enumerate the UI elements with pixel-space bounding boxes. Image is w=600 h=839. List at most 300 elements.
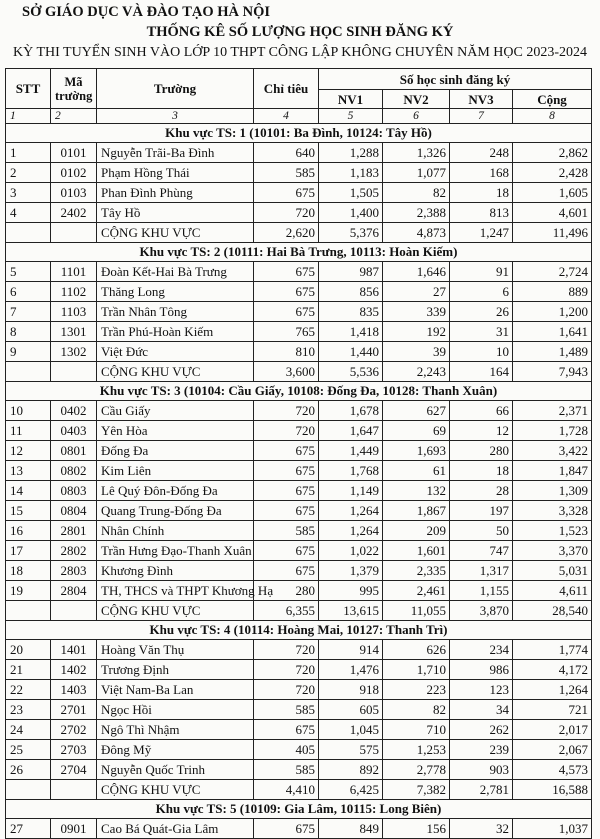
- cell-chi-tieu: 585: [254, 760, 319, 780]
- cell-ma-truong: 2801: [51, 521, 97, 541]
- cell-nv2: 2,461: [383, 581, 450, 601]
- cell-truong: Cao Bá Quát-Gia Lâm: [97, 819, 254, 839]
- table-row: [6, 421, 592, 441]
- table-row: [6, 481, 592, 501]
- cell-nv1: 1,149: [319, 481, 383, 501]
- cell-ma-truong: 0102: [51, 163, 97, 183]
- header-cong: Cộng: [513, 90, 592, 109]
- table-row: [6, 720, 592, 740]
- cell-cong: 3,422: [513, 441, 592, 461]
- cell-nv2: 209: [383, 521, 450, 541]
- cell-total-cong: 7,943: [513, 362, 592, 382]
- cell-chi-tieu: 720: [254, 660, 319, 680]
- cell-empty: [6, 223, 51, 243]
- cell-truong: Việt Đức: [97, 342, 254, 362]
- table-row: [6, 342, 592, 362]
- cell-cong: 3,370: [513, 541, 592, 561]
- table-row: [6, 302, 592, 322]
- cell-empty: [51, 362, 97, 382]
- cell-nv3: 239: [450, 740, 513, 760]
- cell-nv1: 575: [319, 740, 383, 760]
- cell-nv1: 1,449: [319, 441, 383, 461]
- cell-nv3: 280: [450, 441, 513, 461]
- cell-ma-truong: 2802: [51, 541, 97, 561]
- cell-ma-truong: 0802: [51, 461, 97, 481]
- cell-cong: 2,862: [513, 143, 592, 163]
- cell-nv2: 710: [383, 720, 450, 740]
- cell-nv1: 918: [319, 680, 383, 700]
- cell-truong: Việt Nam-Ba Lan: [97, 680, 254, 700]
- cell-chi-tieu: 675: [254, 302, 319, 322]
- cell-cong: 2,428: [513, 163, 592, 183]
- table-row: [6, 740, 592, 760]
- cell-truong: Phan Đình Phùng: [97, 183, 254, 203]
- column-index: 7: [450, 109, 513, 124]
- cell-nv3: 26: [450, 302, 513, 322]
- cell-nv3: 10: [450, 342, 513, 362]
- cell-chi-tieu: 675: [254, 541, 319, 561]
- cell-stt: 26: [6, 760, 51, 780]
- cell-ma-truong: 0901: [51, 819, 97, 839]
- cell-nv1: 1,264: [319, 501, 383, 521]
- cell-truong: Đoàn Kết-Hai Bà Trưng: [97, 262, 254, 282]
- cell-nv3: 18: [450, 461, 513, 481]
- cell-total-nv2: 2,243: [383, 362, 450, 382]
- cell-chi-tieu: 585: [254, 700, 319, 720]
- cell-stt: 11: [6, 421, 51, 441]
- cell-nv1: 849: [319, 819, 383, 839]
- region-header-row: [6, 124, 592, 143]
- cell-nv3: 66: [450, 401, 513, 421]
- cell-total-nv2: 11,055: [383, 601, 450, 621]
- cell-stt: 12: [6, 441, 51, 461]
- region-header-row: [6, 800, 592, 819]
- cell-truong: Thăng Long: [97, 282, 254, 302]
- cell-nv1: 914: [319, 640, 383, 660]
- cell-nv2: 39: [383, 342, 450, 362]
- table-row: [6, 163, 592, 183]
- cell-truong: Lê Quý Đôn-Đống Đa: [97, 481, 254, 501]
- cell-chi-tieu: 280: [254, 581, 319, 601]
- cell-nv1: 987: [319, 262, 383, 282]
- header-nv2: NV2: [383, 90, 450, 109]
- header-nv3: NV3: [450, 90, 513, 109]
- cell-chi-tieu: 675: [254, 561, 319, 581]
- table-row: [6, 819, 592, 839]
- table-row: [6, 322, 592, 342]
- column-index: 1: [6, 109, 51, 124]
- cell-truong: Trần Nhân Tông: [97, 302, 254, 322]
- table-body: [6, 124, 592, 839]
- table-row: [6, 640, 592, 660]
- cell-nv3: 168: [450, 163, 513, 183]
- cell-ma-truong: 2803: [51, 561, 97, 581]
- cell-cong: 2,017: [513, 720, 592, 740]
- cell-cong: 4,601: [513, 203, 592, 223]
- cell-nv2: 82: [383, 700, 450, 720]
- region-title: Khu vực TS: 4 (10114: Hoàng Mai, 10127: Thanh Trì): [6, 621, 592, 640]
- header-so-hoc-sinh: Số học sinh đăng ký: [319, 69, 592, 90]
- cell-nv2: 132: [383, 481, 450, 501]
- cell-truong: Ngọc Hồi: [97, 700, 254, 720]
- table-row: [6, 203, 592, 223]
- cell-cong: 5,031: [513, 561, 592, 581]
- cell-ma-truong: 2702: [51, 720, 97, 740]
- cell-truong: Trương Định: [97, 660, 254, 680]
- cell-nv2: 2,778: [383, 760, 450, 780]
- cell-ma-truong: 2701: [51, 700, 97, 720]
- cell-chi-tieu: 720: [254, 680, 319, 700]
- cell-truong: Quang Trung-Đống Đa: [97, 501, 254, 521]
- cell-cong: 1,037: [513, 819, 592, 839]
- cell-stt: 23: [6, 700, 51, 720]
- cell-nv2: 2,335: [383, 561, 450, 581]
- cell-cong: 4,172: [513, 660, 592, 680]
- cell-ma-truong: 2703: [51, 740, 97, 760]
- cell-nv1: 835: [319, 302, 383, 322]
- cell-nv2: 626: [383, 640, 450, 660]
- cell-ma-truong: 2704: [51, 760, 97, 780]
- table-row: [6, 143, 592, 163]
- cell-total-nv1: 6,425: [319, 780, 383, 800]
- cell-empty: [6, 362, 51, 382]
- cell-stt: 21: [6, 660, 51, 680]
- cell-chi-tieu: 675: [254, 461, 319, 481]
- cell-nv3: 91: [450, 262, 513, 282]
- report-subtitle: KỲ THI TUYỂN SINH VÀO LỚP 10 THPT CÔNG LẬP KHÔNG CHUYÊN NĂM HỌC 2023-2024: [12, 45, 587, 60]
- cell-truong: Ngô Thì Nhậm: [97, 720, 254, 740]
- cell-stt: 20: [6, 640, 51, 660]
- cell-stt: 27: [6, 819, 51, 839]
- table-row: [6, 660, 592, 680]
- cell-nv1: 1,647: [319, 421, 383, 441]
- cell-nv2: 192: [383, 322, 450, 342]
- cell-nv3: 903: [450, 760, 513, 780]
- cell-truong: Nhân Chính: [97, 521, 254, 541]
- cell-nv2: 339: [383, 302, 450, 322]
- cell-stt: 1: [6, 143, 51, 163]
- cell-nv3: 32: [450, 819, 513, 839]
- cell-stt: 16: [6, 521, 51, 541]
- cell-total-nv1: 5,536: [319, 362, 383, 382]
- header-chi-tieu: Chỉ tiêu: [254, 69, 319, 109]
- cell-nv3: 34: [450, 700, 513, 720]
- cell-empty: [6, 780, 51, 800]
- region-title: Khu vực TS: 1 (10101: Ba Đình, 10124: Tây Hồ): [6, 124, 592, 143]
- cell-nv3: 1,155: [450, 581, 513, 601]
- cell-nv2: 61: [383, 461, 450, 481]
- cell-cong: 1,847: [513, 461, 592, 481]
- cell-ma-truong: 2804: [51, 581, 97, 601]
- region-total-row: [6, 362, 592, 382]
- cell-nv2: 156: [383, 819, 450, 839]
- column-index: 5: [319, 109, 383, 124]
- cell-stt: 22: [6, 680, 51, 700]
- cell-chi-tieu: 720: [254, 203, 319, 223]
- cell-nv1: 1,440: [319, 342, 383, 362]
- cell-nv3: 197: [450, 501, 513, 521]
- cell-cong: 1,489: [513, 342, 592, 362]
- cell-nv2: 27: [383, 282, 450, 302]
- cell-total-nv3: 3,870: [450, 601, 513, 621]
- cell-empty: [51, 780, 97, 800]
- region-title: Khu vực TS: 5 (10109: Gia Lâm, 10115: Long Biên): [6, 800, 592, 819]
- table-row: [6, 521, 592, 541]
- cell-nv1: 1,768: [319, 461, 383, 481]
- table-row: [6, 561, 592, 581]
- header-nv1: NV1: [319, 90, 383, 109]
- cell-nv3: 31: [450, 322, 513, 342]
- cell-nv1: 856: [319, 282, 383, 302]
- cell-chi-tieu: 675: [254, 262, 319, 282]
- cell-ma-truong: 1101: [51, 262, 97, 282]
- cell-truong: Hoàng Văn Thụ: [97, 640, 254, 660]
- cell-total-nv3: 1,247: [450, 223, 513, 243]
- table-row: [6, 760, 592, 780]
- cell-nv3: 747: [450, 541, 513, 561]
- cell-stt: 24: [6, 720, 51, 740]
- cell-stt: 25: [6, 740, 51, 760]
- cell-nv2: 1,077: [383, 163, 450, 183]
- column-index: 4: [254, 109, 319, 124]
- cell-nv1: 605: [319, 700, 383, 720]
- cell-total-label: CỘNG KHU VỰC: [97, 601, 254, 621]
- cell-cong: 1,200: [513, 302, 592, 322]
- column-index: 3: [97, 109, 254, 124]
- cell-nv3: 248: [450, 143, 513, 163]
- cell-ma-truong: 1301: [51, 322, 97, 342]
- cell-ma-truong: 0804: [51, 501, 97, 521]
- header-stt: STT: [6, 69, 51, 109]
- cell-nv1: 1,183: [319, 163, 383, 183]
- cell-truong: Trần Hưng Đạo-Thanh Xuân: [97, 541, 254, 561]
- cell-ma-truong: 1103: [51, 302, 97, 322]
- cell-chi-tieu: 405: [254, 740, 319, 760]
- cell-ma-truong: 0403: [51, 421, 97, 441]
- region-total-row: [6, 223, 592, 243]
- cell-truong: Đống Đa: [97, 441, 254, 461]
- cell-stt: 6: [6, 282, 51, 302]
- column-index: 6: [383, 109, 450, 124]
- cell-truong: TH, THCS và THPT Khương Hạ: [97, 581, 254, 601]
- cell-nv3: 123: [450, 680, 513, 700]
- cell-total-chi-tieu: 6,355: [254, 601, 319, 621]
- region-header-row: [6, 382, 592, 401]
- cell-truong: Trần Phú-Hoàn Kiếm: [97, 322, 254, 342]
- cell-nv1: 1,022: [319, 541, 383, 561]
- cell-nv2: 1,693: [383, 441, 450, 461]
- cell-stt: 8: [6, 322, 51, 342]
- cell-truong: Tây Hồ: [97, 203, 254, 223]
- cell-nv3: 986: [450, 660, 513, 680]
- cell-nv2: 1,867: [383, 501, 450, 521]
- header-truong: Trường: [97, 69, 254, 109]
- cell-nv2: 1,601: [383, 541, 450, 561]
- cell-stt: 14: [6, 481, 51, 501]
- cell-total-nv1: 13,615: [319, 601, 383, 621]
- cell-total-label: CỘNG KHU VỰC: [97, 780, 254, 800]
- cell-ma-truong: 1102: [51, 282, 97, 302]
- cell-nv2: 69: [383, 421, 450, 441]
- cell-chi-tieu: 585: [254, 521, 319, 541]
- region-header-row: [6, 621, 592, 640]
- cell-total-chi-tieu: 2,620: [254, 223, 319, 243]
- cell-ma-truong: 1401: [51, 640, 97, 660]
- cell-ma-truong: 0402: [51, 401, 97, 421]
- cell-cong: 4,573: [513, 760, 592, 780]
- cell-stt: 5: [6, 262, 51, 282]
- cell-truong: Kim Liên: [97, 461, 254, 481]
- cell-total-nv1: 5,376: [319, 223, 383, 243]
- cell-truong: Nguyễn Quốc Trinh: [97, 760, 254, 780]
- cell-ma-truong: 0103: [51, 183, 97, 203]
- cell-total-nv3: 164: [450, 362, 513, 382]
- cell-total-chi-tieu: 3,600: [254, 362, 319, 382]
- cell-chi-tieu: 675: [254, 819, 319, 839]
- cell-total-cong: 28,540: [513, 601, 592, 621]
- cell-total-cong: 16,588: [513, 780, 592, 800]
- table-row: [6, 401, 592, 421]
- cell-cong: 1,774: [513, 640, 592, 660]
- cell-nv3: 234: [450, 640, 513, 660]
- cell-ma-truong: 0803: [51, 481, 97, 501]
- table-row: [6, 501, 592, 521]
- cell-chi-tieu: 675: [254, 481, 319, 501]
- cell-empty: [51, 223, 97, 243]
- region-header-row: [6, 243, 592, 262]
- cell-total-label: CỘNG KHU VỰC: [97, 223, 254, 243]
- cell-cong: 1,728: [513, 421, 592, 441]
- cell-nv3: 12: [450, 421, 513, 441]
- cell-ma-truong: 1302: [51, 342, 97, 362]
- cell-stt: 3: [6, 183, 51, 203]
- cell-ma-truong: 1403: [51, 680, 97, 700]
- cell-cong: 1,264: [513, 680, 592, 700]
- cell-nv3: 50: [450, 521, 513, 541]
- cell-truong: Phạm Hồng Thái: [97, 163, 254, 183]
- cell-nv1: 1,379: [319, 561, 383, 581]
- cell-chi-tieu: 675: [254, 183, 319, 203]
- cell-stt: 4: [6, 203, 51, 223]
- cell-cong: 2,067: [513, 740, 592, 760]
- cell-stt: 19: [6, 581, 51, 601]
- region-total-row: [6, 780, 592, 800]
- cell-truong: Nguyễn Trãi-Ba Đình: [97, 143, 254, 163]
- cell-truong: Yên Hòa: [97, 421, 254, 441]
- cell-chi-tieu: 675: [254, 282, 319, 302]
- cell-chi-tieu: 675: [254, 720, 319, 740]
- cell-ma-truong: 2402: [51, 203, 97, 223]
- cell-stt: 13: [6, 461, 51, 481]
- cell-chi-tieu: 585: [254, 163, 319, 183]
- cell-nv3: 18: [450, 183, 513, 203]
- table-row: [6, 700, 592, 720]
- cell-nv2: 223: [383, 680, 450, 700]
- table-row: [6, 441, 592, 461]
- cell-total-cong: 11,496: [513, 223, 592, 243]
- cell-nv3: 28: [450, 481, 513, 501]
- agency-name: SỞ GIÁO DỤC VÀ ĐÀO TẠO HÀ NỘI: [22, 4, 271, 20]
- cell-cong: 889: [513, 282, 592, 302]
- cell-cong: 4,611: [513, 581, 592, 601]
- table-row: [6, 461, 592, 481]
- cell-ma-truong: 0101: [51, 143, 97, 163]
- cell-chi-tieu: 675: [254, 501, 319, 521]
- table-row: [6, 262, 592, 282]
- cell-cong: 3,328: [513, 501, 592, 521]
- cell-nv1: 995: [319, 581, 383, 601]
- cell-nv1: 1,678: [319, 401, 383, 421]
- cell-cong: 2,371: [513, 401, 592, 421]
- cell-cong: 1,309: [513, 481, 592, 501]
- cell-empty: [6, 601, 51, 621]
- cell-stt: 17: [6, 541, 51, 561]
- cell-total-nv3: 2,781: [450, 780, 513, 800]
- cell-stt: 2: [6, 163, 51, 183]
- cell-nv1: 1,045: [319, 720, 383, 740]
- region-total-row: [6, 601, 592, 621]
- cell-nv2: 1,253: [383, 740, 450, 760]
- cell-truong: Khương Đình: [97, 561, 254, 581]
- cell-chi-tieu: 640: [254, 143, 319, 163]
- cell-total-nv2: 7,382: [383, 780, 450, 800]
- cell-nv1: 1,288: [319, 143, 383, 163]
- cell-chi-tieu: 720: [254, 401, 319, 421]
- cell-truong: Đông Mỹ: [97, 740, 254, 760]
- cell-cong: 1,605: [513, 183, 592, 203]
- cell-stt: 18: [6, 561, 51, 581]
- table-row: [6, 541, 592, 561]
- cell-truong: Cầu Giấy: [97, 401, 254, 421]
- cell-nv2: 1,326: [383, 143, 450, 163]
- cell-chi-tieu: 720: [254, 640, 319, 660]
- cell-ma-truong: 1402: [51, 660, 97, 680]
- cell-nv1: 1,505: [319, 183, 383, 203]
- cell-empty: [51, 601, 97, 621]
- cell-nv3: 1,317: [450, 561, 513, 581]
- cell-nv1: 1,476: [319, 660, 383, 680]
- cell-total-nv2: 4,873: [383, 223, 450, 243]
- cell-cong: 1,523: [513, 521, 592, 541]
- cell-nv3: 262: [450, 720, 513, 740]
- cell-ma-truong: 0801: [51, 441, 97, 461]
- cell-nv1: 1,400: [319, 203, 383, 223]
- cell-nv3: 6: [450, 282, 513, 302]
- cell-nv2: 2,388: [383, 203, 450, 223]
- table-row: [6, 581, 592, 601]
- cell-stt: 10: [6, 401, 51, 421]
- cell-chi-tieu: 675: [254, 441, 319, 461]
- cell-stt: 7: [6, 302, 51, 322]
- cell-nv2: 627: [383, 401, 450, 421]
- column-index: 8: [513, 109, 592, 124]
- cell-chi-tieu: 810: [254, 342, 319, 362]
- report-title: THỐNG KÊ SỐ LƯỢNG HỌC SINH ĐĂNG KÝ: [146, 24, 454, 40]
- cell-nv3: 813: [450, 203, 513, 223]
- cell-cong: 1,641: [513, 322, 592, 342]
- cell-cong: 2,724: [513, 262, 592, 282]
- header-ma-truong: Mã trường: [51, 69, 97, 109]
- column-index: 2: [51, 109, 97, 124]
- cell-stt: 9: [6, 342, 51, 362]
- cell-total-label: CỘNG KHU VỰC: [97, 362, 254, 382]
- cell-nv1: 1,418: [319, 322, 383, 342]
- cell-nv2: 1,646: [383, 262, 450, 282]
- cell-nv2: 82: [383, 183, 450, 203]
- region-title: Khu vực TS: 2 (10111: Hai Bà Trưng, 10113: Hoàn Kiếm): [6, 243, 592, 262]
- table-row: [6, 183, 592, 203]
- table-row: [6, 282, 592, 302]
